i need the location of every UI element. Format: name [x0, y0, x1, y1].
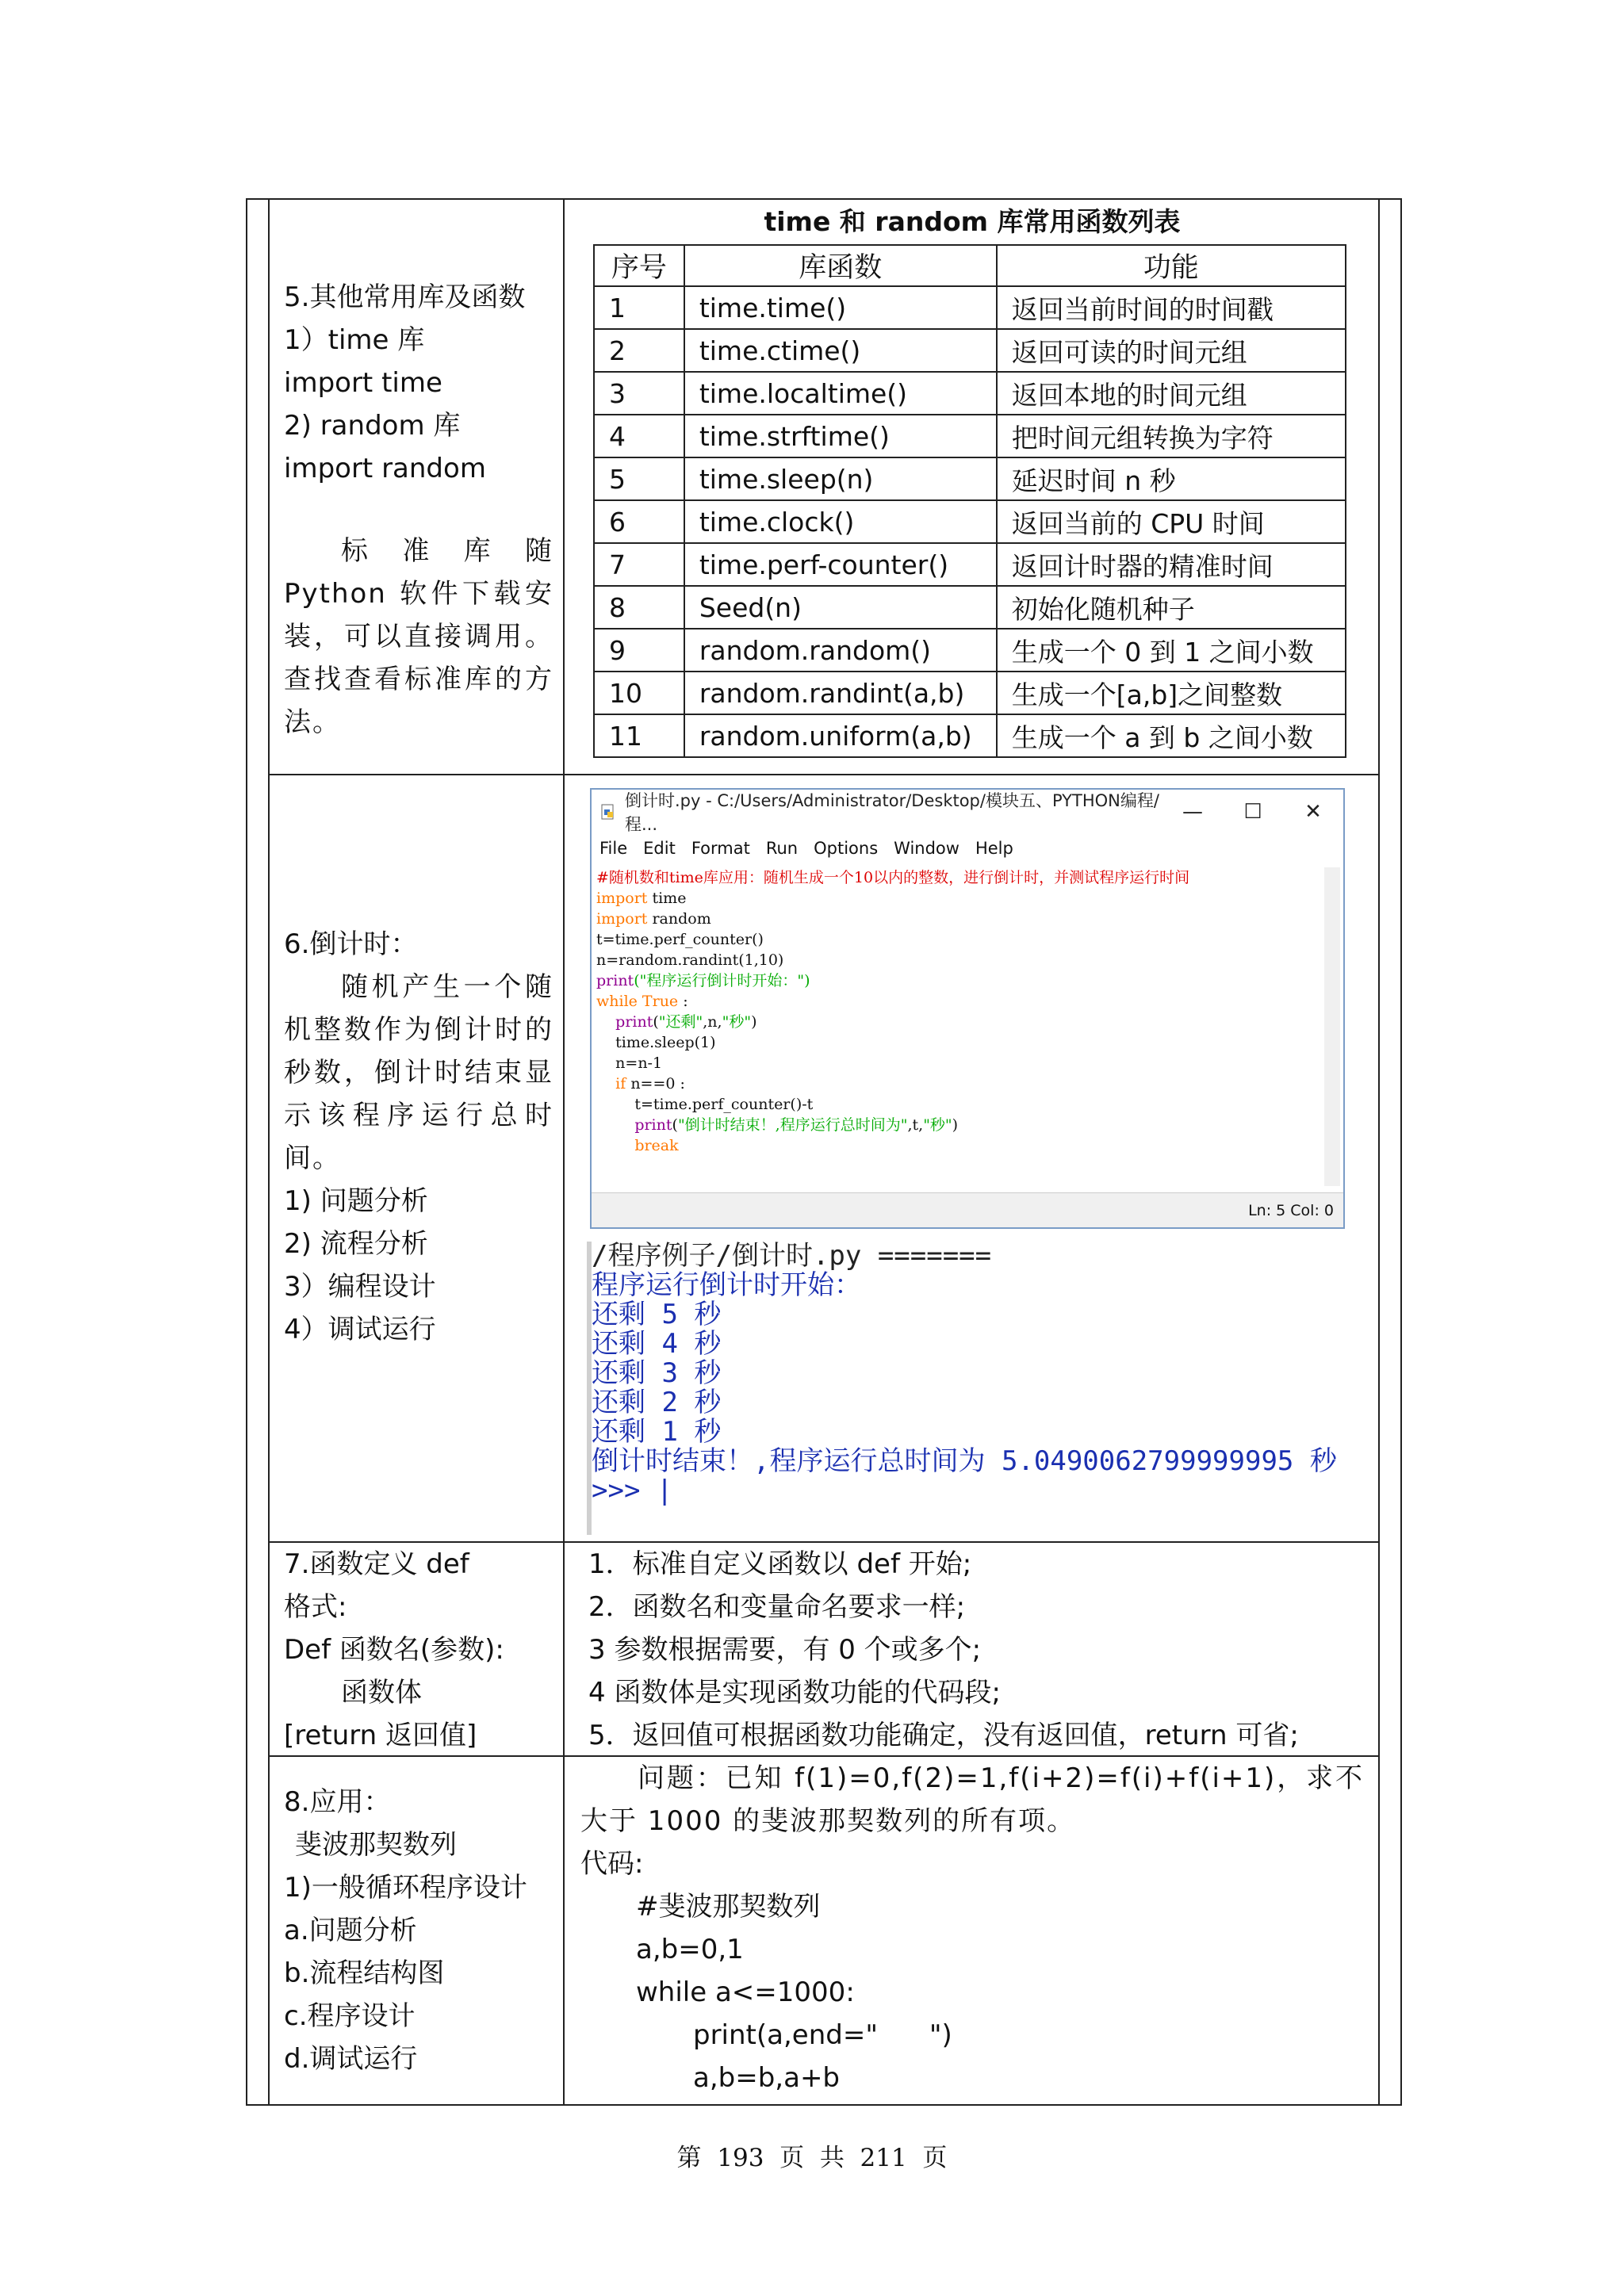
table-cell: 延迟时间 n 秒 — [997, 457, 1346, 500]
line-text: 斐波那契数列 — [295, 1829, 457, 1861]
paragraph: 随机产生一个随机整数作为倒计时的秒数，倒计时结束显示该程序运行总时间。 — [284, 971, 553, 1174]
header-cell: 功能 — [997, 245, 1346, 286]
table-row — [594, 457, 1346, 500]
table-cell: random.uniform(a,b) — [684, 714, 997, 757]
table-cell: 3 — [594, 372, 684, 415]
line-text: 格式: — [284, 1591, 347, 1623]
code-line: if n==0 : — [596, 1075, 685, 1093]
code-line: #随机数和time库应用：随机生成一个10以内的整数，进行倒计时，并测试程序运行时间 — [596, 869, 1190, 886]
header-cell: 序号 — [594, 245, 684, 286]
table-cell: time.perf-counter() — [684, 543, 997, 586]
menu-run[interactable]: Run — [765, 839, 799, 858]
line-text: c.程序设计 — [284, 2000, 416, 2032]
row-countdown — [268, 775, 1380, 1543]
row-libraries-right — [565, 200, 1380, 774]
code-line: print("还剩",n,"秒") — [596, 1013, 757, 1031]
line-text: 1）time 库 — [284, 324, 425, 356]
rule-item: 2．函数名和变量命名要求一样; — [588, 1591, 966, 1623]
row-libraries — [268, 198, 1380, 775]
table-cell: 10 — [594, 672, 684, 714]
table-cell: 返回当前时间的时间戳 — [997, 286, 1346, 329]
table-title: time 和 random 库常用函数列表 — [764, 206, 1181, 237]
code-line: n=random.randint(1,10) — [596, 951, 784, 969]
code-line: t=time.perf_counter() — [596, 931, 764, 948]
section-title: 6.倒计时： — [284, 928, 418, 960]
code-line: time.sleep(1) — [596, 1034, 716, 1051]
header-cell: 库函数 — [684, 245, 997, 286]
table-cell: 4 — [594, 415, 684, 457]
row-def — [268, 1543, 1380, 1757]
table-cell: 11 — [594, 714, 684, 757]
code-line: break — [596, 1137, 679, 1154]
shell-line: 还剩 5 秒 — [592, 1299, 722, 1330]
table-cell: random.random() — [684, 629, 997, 672]
table-cell: 9 — [594, 629, 684, 672]
table-cell: 返回本地的时间元组 — [997, 372, 1346, 415]
table-cell: time.clock() — [684, 500, 997, 543]
row-fibonacci-left — [268, 1757, 565, 2104]
rule-item: 3 参数根据需要，有 0 个或多个; — [588, 1634, 982, 1666]
table-cell: 8 — [594, 586, 684, 629]
table-cell: 返回当前的 CPU 时间 — [997, 500, 1346, 543]
shell-line: 程序运行倒计时开始： — [592, 1269, 861, 1301]
step-item: 2) 流程分析 — [284, 1228, 428, 1260]
table-row — [594, 714, 1346, 757]
status-bar: Ln: 5 Col: 0 — [592, 1192, 1343, 1227]
line-text: [return 返回值] — [284, 1720, 477, 1751]
step-item: 1) 问题分析 — [284, 1185, 428, 1217]
table-cell: 初始化随机种子 — [997, 586, 1346, 629]
shell-line: 还剩 2 秒 — [592, 1387, 722, 1418]
row-def-right — [565, 1543, 1380, 1755]
code-line: t=time.perf_counter()-t — [596, 1096, 814, 1113]
menu-edit[interactable]: Edit — [643, 839, 676, 858]
menu-bar — [592, 834, 1343, 863]
shell-line: /程序例子/倒计时.py ======= — [592, 1242, 992, 1272]
table-cell: 返回计时器的精准时间 — [997, 543, 1346, 586]
code-line: print("倒计时结束！,程序运行总时间为",t,"秒") — [596, 1116, 959, 1134]
line-text: import random — [284, 453, 486, 484]
table-row — [594, 543, 1346, 586]
code-line: a,b=0,1 — [636, 1934, 744, 1965]
table-cell: 2 — [594, 329, 684, 372]
table-cell: time.localtime() — [684, 372, 997, 415]
menu-format[interactable]: Format — [691, 839, 750, 858]
table-cell: time.sleep(n) — [684, 457, 997, 500]
maximize-button[interactable]: ☐ — [1243, 800, 1262, 824]
vertical-scrollbar[interactable] — [1324, 867, 1340, 1186]
row-countdown-left — [268, 775, 565, 1541]
code-label: 代码: — [580, 1848, 644, 1880]
table-row — [594, 372, 1346, 415]
table-cell: 5 — [594, 457, 684, 500]
code-line: a,b=b,a+b — [693, 2062, 841, 2094]
table-cell: 生成一个 0 到 1 之间小数 — [997, 629, 1346, 672]
rule-item: 1．标准自定义函数以 def 开始; — [588, 1548, 972, 1580]
rule-item: 5．返回值可根据函数功能确定，没有返回值，return 可省; — [588, 1720, 1299, 1751]
line-text: Def 函数名(参数): — [284, 1634, 504, 1666]
minimize-button[interactable]: — — [1182, 800, 1203, 824]
section-title: 8.应用： — [284, 1786, 391, 1818]
close-button[interactable]: ✕ — [1304, 800, 1322, 824]
menu-options[interactable]: Options — [814, 839, 879, 858]
table-header-row — [594, 245, 1346, 286]
python-file-icon — [599, 803, 617, 821]
table-row — [594, 672, 1346, 714]
line-text: b.流程结构图 — [284, 1957, 445, 1989]
line-text: import time — [284, 367, 442, 399]
code-line: #斐波那契数列 — [636, 1891, 821, 1923]
line-text: 函数体 — [341, 1677, 422, 1709]
table-cell: 把时间元组转换为字符 — [997, 415, 1346, 457]
code-line: print(a,end=" ") — [693, 2019, 952, 2051]
step-item: 3）编程设计 — [284, 1271, 436, 1303]
shell-line: 还剩 4 秒 — [592, 1328, 722, 1360]
shell-output — [587, 1242, 1353, 1535]
shell-line: 还剩 3 秒 — [592, 1357, 722, 1389]
table-row — [594, 286, 1346, 329]
code-line: while a<=1000: — [636, 1976, 855, 2008]
table-cell: 返回可读的时间元组 — [997, 329, 1346, 372]
table-cell: 生成一个 a 到 b 之间小数 — [997, 714, 1346, 757]
shell-line: 还剩 1 秒 — [592, 1416, 722, 1448]
rule-item: 4 函数体是实现函数功能的代码段; — [588, 1677, 1001, 1709]
window-title: 倒计时.py - C:/Users/Administrator/Desktop/模块五、PYTHON编程/程... — [625, 791, 1159, 834]
section-title: 5.其他常用库及函数 — [284, 281, 526, 313]
row-libraries-left — [268, 200, 565, 774]
shell-prompt[interactable]: >>> | — [592, 1475, 673, 1506]
table-row — [594, 329, 1346, 372]
paragraph: 标准库随 Python 软件下载安装，可以直接调用。查找查看标准库的方法。 — [284, 535, 553, 738]
line-text: 2) random 库 — [284, 410, 461, 442]
menu-file[interactable]: File — [599, 839, 628, 858]
table-cell: random.randint(a,b) — [684, 672, 997, 714]
table-row — [594, 629, 1346, 672]
section-title: 7.函数定义 def — [284, 1548, 469, 1580]
line-text: a.问题分析 — [284, 1915, 417, 1946]
row-def-left — [268, 1543, 565, 1755]
menu-help[interactable]: Help — [975, 839, 1013, 858]
line-text: 1)一般循环程序设计 — [284, 1872, 527, 1904]
table-row — [594, 500, 1346, 543]
window-titlebar[interactable] — [592, 790, 1343, 834]
code-line: n=n-1 — [596, 1054, 663, 1072]
code-line: import time — [596, 890, 687, 907]
table-cell: 7 — [594, 543, 684, 586]
line-text: d.调试运行 — [284, 2043, 418, 2075]
step-item: 4）调试运行 — [284, 1314, 436, 1345]
function-table — [593, 244, 1346, 758]
table-cell: 生成一个[a,b]之间整数 — [997, 672, 1346, 714]
question-text: 问题：已知 f(1)=0,f(2)=1,f(i+2)=f(i)+f(i+1)，求不大于 1000 的斐波那契数列的所有项。 — [580, 1762, 1364, 1837]
code-line: print("程序运行倒计时开始：") — [596, 972, 810, 989]
code-editor[interactable] — [596, 867, 1321, 1186]
row-fibonacci-right — [565, 1757, 1380, 2104]
table-row — [594, 415, 1346, 457]
table-cell: time.ctime() — [684, 329, 997, 372]
row-countdown-right — [565, 775, 1380, 1541]
idle-editor-window — [590, 788, 1345, 1229]
code-line: import random — [596, 910, 711, 928]
page-footer: 第 193 页 共 211 页 — [676, 2144, 948, 2172]
shell-line: 倒计时结束！,程序运行总时间为 5.0490062799999995 秒 — [592, 1445, 1337, 1477]
table-cell: 1 — [594, 286, 684, 329]
table-row — [594, 586, 1346, 629]
table-cell: time.strftime() — [684, 415, 997, 457]
row-fibonacci — [268, 1757, 1380, 2106]
code-line: while True : — [596, 993, 688, 1010]
table-cell: Seed(n) — [684, 586, 997, 629]
table-cell: time.time() — [684, 286, 997, 329]
menu-window[interactable]: Window — [894, 839, 959, 858]
table-cell: 6 — [594, 500, 684, 543]
